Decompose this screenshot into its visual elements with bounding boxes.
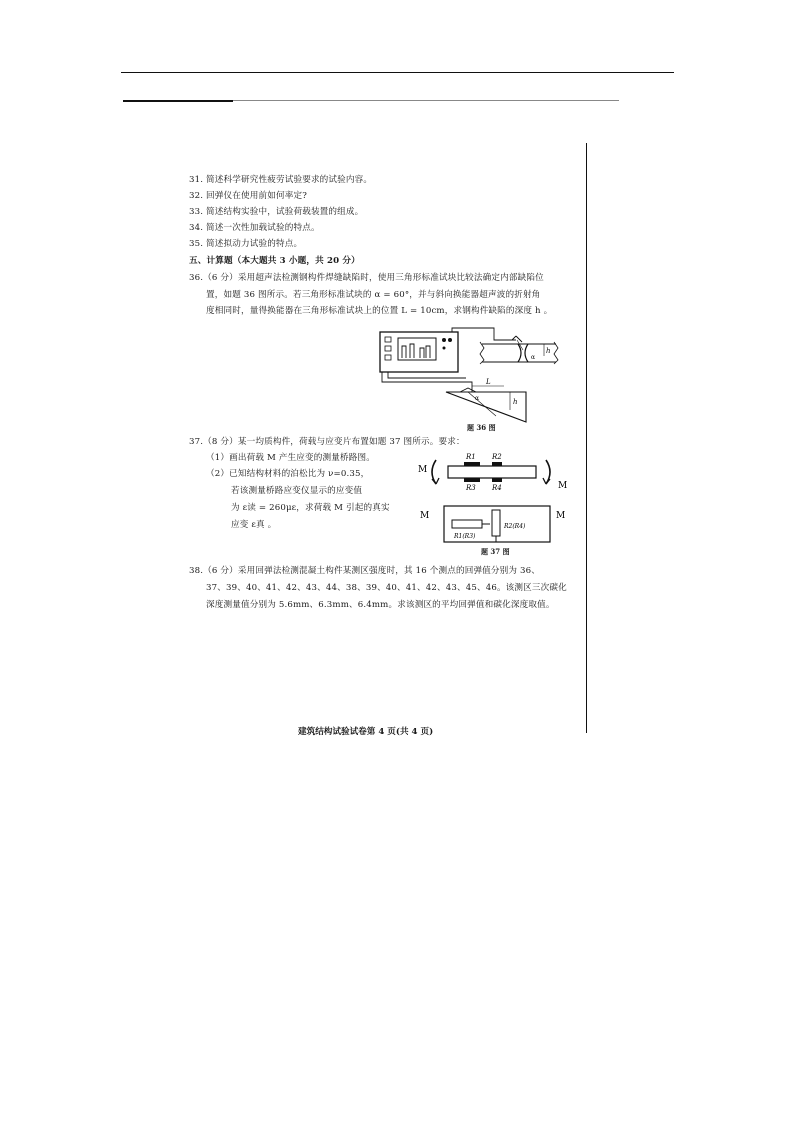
- question-32: 32. 回弹仪在使用前如何率定?: [189, 191, 307, 201]
- q37-item2a: （2）已知结构材料的泊松比为 ν=0.35，: [206, 469, 370, 479]
- fig36-h-label: h: [513, 398, 518, 406]
- question-31: 31. 简述科学研究性疲劳试验要求的试验内容。: [189, 175, 373, 185]
- figure-37-caption: 题 37 图: [481, 547, 510, 556]
- fig37-r4: R4: [492, 484, 502, 492]
- q37-item2b: 若该测量桥路应变仪显示的应变值: [231, 486, 363, 496]
- fig36-h-label-top: h: [546, 347, 551, 355]
- figure-36-caption: 题 36 图: [467, 423, 496, 432]
- fig37-m-right: M: [558, 481, 568, 491]
- second-rule-faint: [233, 100, 619, 101]
- figure-37: [416, 448, 572, 548]
- question-33: 33. 简述结构实验中，试验荷载装置的组成。: [189, 207, 364, 217]
- q36-line3: 度相同时，量得换能器在三角形标准试块上的位置 L = 10cm，求钢构件缺陷的深度 h 。: [206, 306, 553, 316]
- q37-item2d: 应变 ε真 。: [231, 520, 277, 530]
- page-footer: 建筑结构试验试卷第 4 页(共 4 页): [298, 727, 434, 737]
- top-rule: [121, 72, 674, 73]
- q38-line1: 38.（6 分）采用回弹法检测混凝土构件某测区强度时，其 16 个测点的回弹值分别为 36、: [189, 566, 541, 576]
- fig37-m-left2: M: [420, 511, 430, 521]
- fig37-r1r3: R1(R3): [454, 533, 476, 540]
- q36-line2: 置，如题 36 图所示。若三角形标准试块的 α = 60°，并与斜向换能器超声波的折射角: [206, 290, 541, 300]
- fig36-L-label: L: [486, 378, 491, 386]
- q38-line3: 深度测量值分别为 5.6mm、6.3mm、6.4mm。求该测区的平均回弹值和碳化深度取值。: [206, 600, 555, 610]
- section-heading: 五、计算题（本大题共 3 小题，共 20 分）: [189, 256, 360, 266]
- q37-intro: 37.（8 分）某一均质构件，荷载与应变片布置如题 37 图所示。要求：: [189, 437, 465, 447]
- fig36-alpha-label: α: [475, 395, 480, 402]
- question-34: 34. 简述一次性加载试验的特点。: [189, 223, 320, 233]
- fig36-alpha-top: α: [531, 354, 536, 361]
- fig37-r1: R1: [466, 453, 476, 461]
- fig37-r2r4: R2(R4): [504, 523, 526, 530]
- q36-line1: 36.（6 分）采用超声法检测钢构件焊缝缺陷时，使用三角形标准试块比较法确定内部缺陷位: [189, 273, 544, 283]
- question-35: 35. 简述拟动力试验的特点。: [189, 239, 303, 249]
- fig37-r3: R3: [466, 484, 476, 492]
- q37-item2c: 为 ε读 = 260με，求荷载 M 引起的真实: [231, 503, 390, 513]
- fig37-r2: R2: [492, 453, 502, 461]
- fig37-m-right2: M: [556, 511, 566, 521]
- margin-line: [586, 143, 587, 733]
- fig37-m-left: M: [418, 465, 428, 475]
- q37-item1: （1）画出荷载 M 产生应变的测量桥路图。: [206, 453, 375, 463]
- q38-line2: 37、39、40、41、42、43、44、38、39、40、41、42、43、45、46。该测区三次碳化: [206, 583, 567, 593]
- second-rule: [123, 100, 233, 102]
- figure-36: [376, 326, 572, 426]
